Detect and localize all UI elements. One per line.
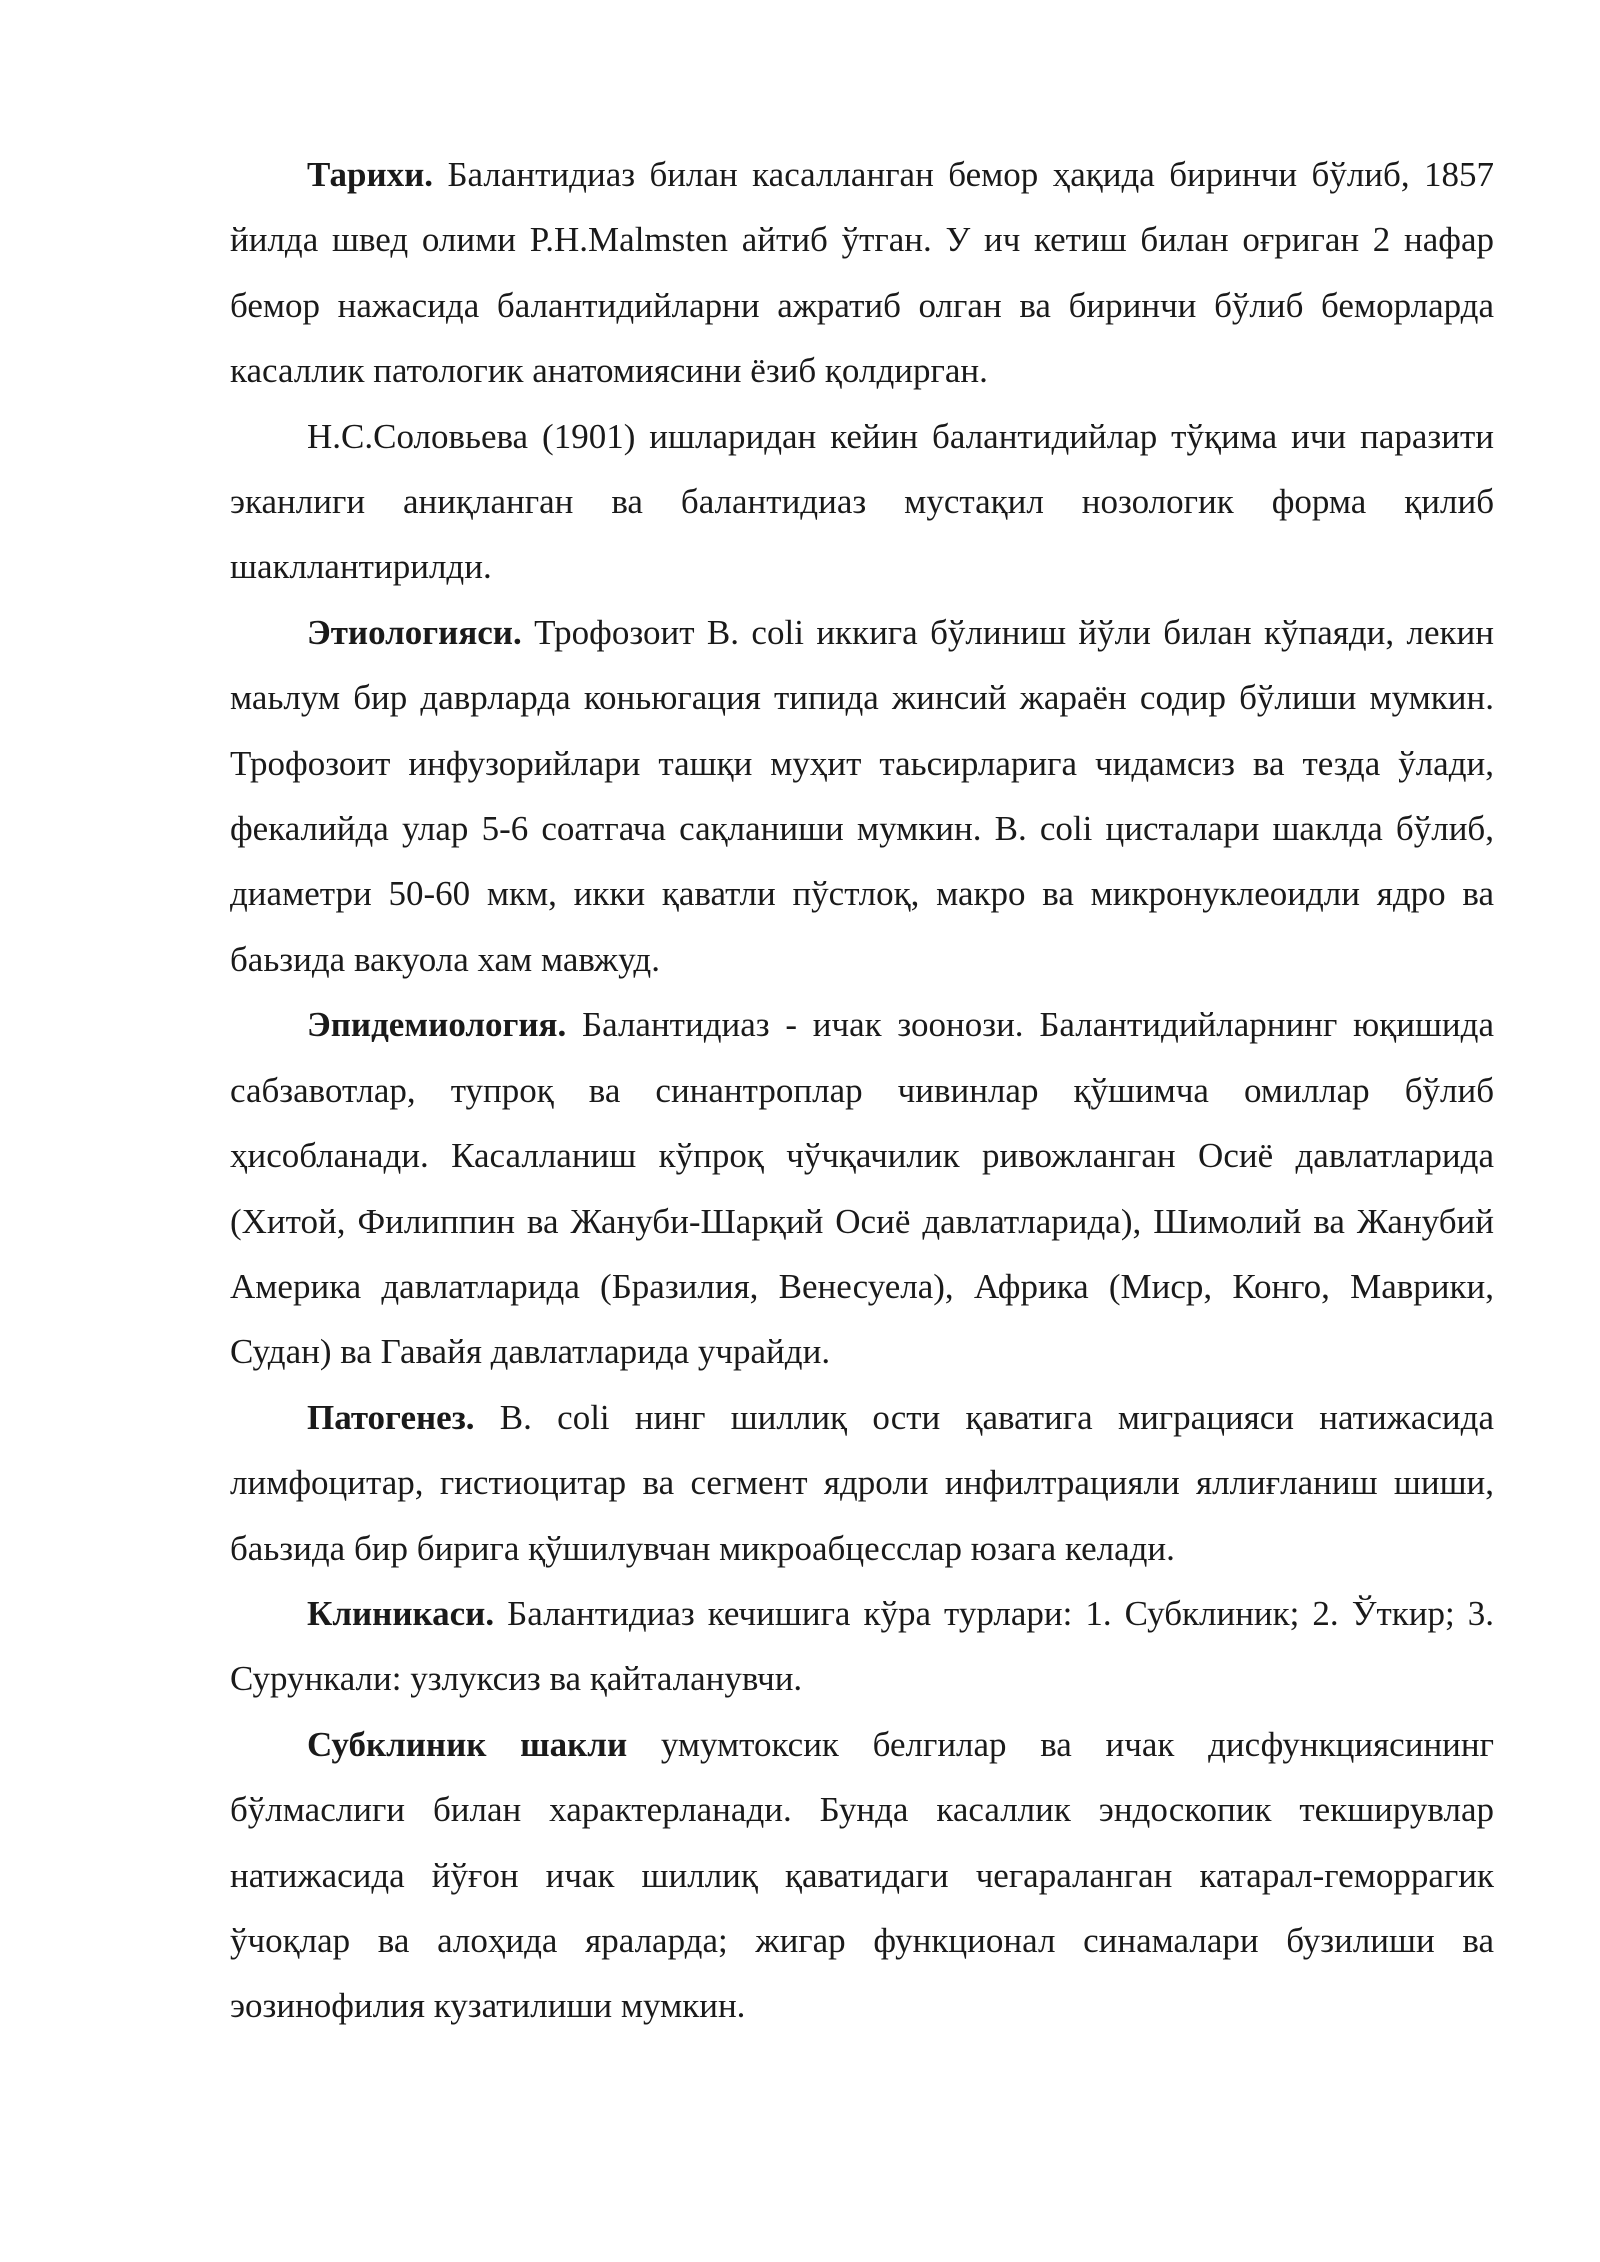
paragraph-text: Трофозоит B. coli иккига бўлиниш йўли билан кўпаяди, лекин маьлум бир даврларда коньюгация типида жинсий жараён содир бўлиши мумкин. Трофозоит инфузорийлари ташқи муҳит таьсирларига чидамсиз ва тезда ўлади, фекалийда улар 5-6 соатгача сақланиши мумкин. B. coli цисталари шаклда бўлиб, диаметри 50-60 мкм, икки қаватли пўстлоқ, макро ва микронуклеоидли ядро ва баьзида вакуола хам мавжуд. — [230, 612, 1494, 979]
heading-history: Тарихи. — [307, 155, 434, 194]
paragraph-text: Н.С.Соловьева (1901) ишларидан кейин балантидийлар тўқима ичи паразити эканлиги аниқланган ва балантидиаз мустақил нозологик форма қилиб шакллантирилди. — [230, 416, 1494, 587]
heading-epidemiology: Эпидемиология. — [307, 1005, 567, 1045]
paragraph-text: Балантидиаз билан касалланган бемор ҳақида биринчи бўлиб, 1857 йилда швед олими P.H.Malmsten айтиб ўтган. У ич кетиш билан оғриган 2 нафар бемор нажасида балантидийларни ажратиб олган ва биринчи бўлиб беморларда касаллик патологик анатомиясини ёзиб қолдирган. — [230, 155, 1494, 391]
paragraph-text: Балантидиаз - ичак зоонози. Балантидийларнинг юқишида сабзавотлар, тупроқ ва синантроплар чивинлар қўшимча омиллар бўлиб ҳисобланади. Касалланиш кўпроқ чўчқачилик ривожланган Осиё давлатларида (Хитой, Филиппин ва Жануби-Шарқий Осиё давлатларида), Шимолий ва Жанубий Америка давлатларида (Бразилия, Венесуела), Африка (Миср, Конго, Маврики, Судан) ва Гавайя давлатларида учрайди. — [230, 1005, 1494, 1372]
heading-subclinical: Субклиник шакли — [307, 1724, 628, 1764]
paragraph-subclinical — [230, 1712, 1494, 2039]
paragraph-epidemiology — [230, 992, 1494, 1384]
paragraph-text: B. coli нинг шиллиқ ости қаватига миграцияси натижасида лимфоцитар, гистиоцитар ва сегмент ядроли инфилтрацияли яллиғланиш шиши, баьзида бир бирига қўшилувчан микроабцесслар юзага келади. — [230, 1397, 1494, 1568]
paragraph-text: Балантидиаз кечишига кўра турлари: 1. Субклиник; 2. Ўткир; 3. Сурункали: узлуксиз ва қайталанувчи. — [230, 1593, 1494, 1699]
paragraph-pathogenesis — [230, 1385, 1494, 1581]
paragraph-solovieva — [230, 404, 1494, 600]
document-page — [230, 142, 1494, 2039]
paragraph-etiology — [230, 600, 1494, 992]
paragraph-clinic — [230, 1581, 1494, 1712]
paragraph-text: умумтоксик белгилар ва ичак дисфункциясининг бўлмаслиги билан характерланади. Бунда касаллик эндоскопик текширувлар натижасида йўғон ичак шиллиқ қаватидаги чегараланган катарал-геморрагик ўчоқлар ва алоҳида яраларда; жигар функционал синамалари бузилиши ва эозинофилия кузатилиши мумкин. — [230, 1724, 1494, 2026]
heading-pathogenesis: Патогенез. — [307, 1397, 475, 1437]
paragraph-history — [230, 142, 1494, 404]
heading-etiology: Этиологияси. — [307, 612, 522, 652]
heading-clinic: Клиникаси. — [307, 1593, 495, 1633]
